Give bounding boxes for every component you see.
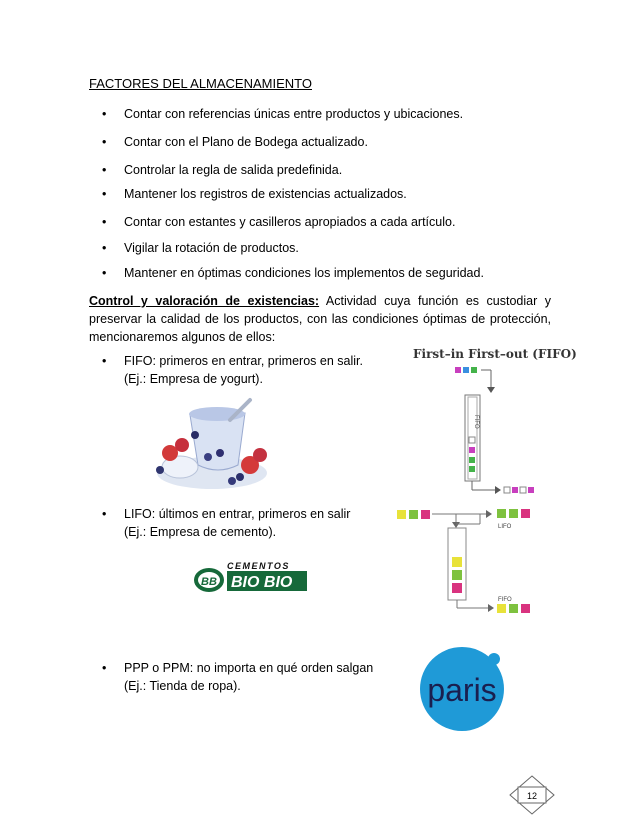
fifo-diagram — [405, 345, 577, 505]
paris-text: paris — [427, 672, 497, 708]
control-paragraph — [89, 292, 551, 346]
cementos-top-text: CEMENTOS — [227, 561, 290, 571]
cementos-bio-bio-logo — [193, 558, 313, 599]
yogurt-image — [150, 395, 275, 500]
list-item: • Contar con estantes y casilleros apropiados a cada artículo. — [102, 215, 456, 229]
list-item: • Vigilar la rotación de productos. — [102, 241, 299, 255]
paris-logo — [412, 645, 512, 740]
ppp-line1: PPP o PPM: no importa en qué orden salgan — [124, 661, 374, 675]
section-heading: FACTORES DEL ALMACENAMIENTO — [89, 76, 312, 91]
fifo-diagram-label: FIFO — [473, 415, 479, 429]
cementos-main-text: BIO BIO — [231, 574, 293, 591]
ppp-line2: (Ej.: Tienda de ropa). — [124, 679, 241, 693]
cementos-mark: BB — [201, 576, 217, 588]
fifo-line1: FIFO: primeros en entrar, primeros en salir. — [124, 354, 363, 368]
list-item: • Controlar la regla de salida predefinida. — [102, 163, 343, 177]
lifo-diagram — [390, 500, 550, 620]
lifo-line1: LIFO: últimos en entrar, primeros en salir — [124, 507, 351, 521]
list-item: • Contar con el Plano de Bodega actualizado. — [102, 135, 368, 149]
page-number: 12 — [526, 791, 538, 801]
lifo-label: LIFO — [498, 524, 512, 530]
fifo-label: FIFO — [498, 597, 512, 603]
control-text: Actividad cuya función es custodiar y preservar la calidad de los productos, con las condiciones óptimas de protección, mencionaremos algunos de ellos: — [89, 294, 551, 344]
lifo-line2: (Ej.: Empresa de cemento). — [124, 525, 277, 539]
fifo-diagram-title: First–in First–out (FIFO) — [413, 347, 577, 361]
list-item: • Mantener en óptimas condiciones los implementos de seguridad. — [102, 266, 484, 280]
list-item: • Contar con referencias únicas entre productos y ubicaciones. — [102, 107, 464, 121]
fifo-line2: (Ej.: Empresa de yogurt). — [124, 372, 263, 386]
list-item: • Mantener los registros de existencias actualizados. — [102, 187, 407, 201]
page-number-badge — [509, 775, 555, 820]
control-lead: Control y valoración de existencias: — [89, 294, 320, 308]
